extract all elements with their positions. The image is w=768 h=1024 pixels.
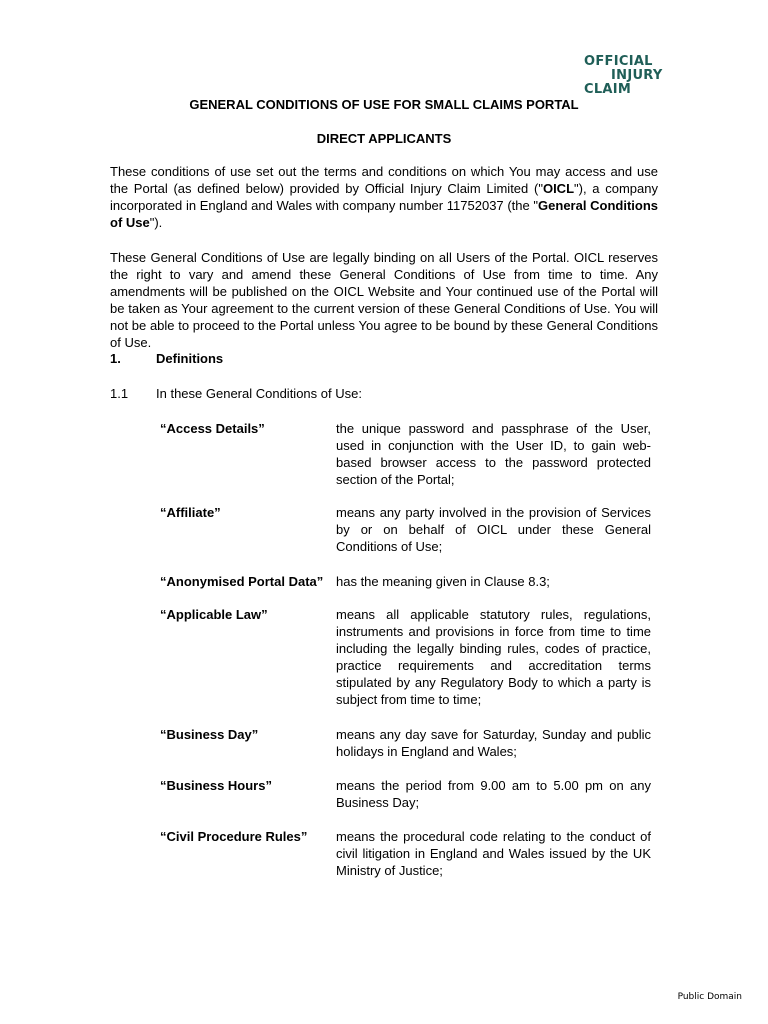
definition-meaning: means the period from 9.00 am to 5.00 pm on any Business Day; bbox=[336, 778, 651, 810]
oicl-logo bbox=[584, 55, 663, 97]
definition-term: “Civil Procedure Rules” bbox=[160, 829, 308, 844]
document-subtitle: DIRECT APPLICANTS bbox=[316, 131, 452, 146]
intro-paragraph bbox=[110, 163, 658, 231]
logo-line-1: OFFICIAL bbox=[584, 54, 653, 69]
intro-part-2: "), a company incorporated in England and Wales with company number 11752037 (the " bbox=[110, 181, 658, 213]
subsection bbox=[110, 386, 362, 401]
definition-meaning: means all applicable statutory rules, regulations, instruments and provisions in force from time to time including the legally binding rules, codes of practice, practice requirements and accreditation terms stipulated by any Regulatory Body to which a party is subject from time to time; bbox=[336, 607, 651, 707]
section-title: Definitions bbox=[156, 351, 224, 366]
logo-line-2: INJURY bbox=[611, 68, 663, 83]
definition-term: “Business Hours” bbox=[160, 778, 272, 793]
intro-part-3: "). bbox=[149, 215, 163, 230]
definition-term: “Access Details” bbox=[160, 421, 265, 436]
definition-term: “Business Day” bbox=[160, 727, 259, 742]
intro-bold-gcu: General Conditions of Use bbox=[110, 198, 658, 230]
definition-meaning: means the procedural code relating to the conduct of civil litigation in England and Wales issued by the UK Ministry of Justice; bbox=[336, 829, 651, 878]
definition-term: “Applicable Law” bbox=[160, 607, 268, 622]
definition-meaning: has the meaning given in Clause 8.3; bbox=[336, 574, 550, 589]
intro-bold-oicl: OICL bbox=[542, 181, 575, 196]
binding-paragraph: These General Conditions of Use are legally binding on all Users of the Portal. OICL reserves the right to vary and amend these General Conditions of Use from time to time. Any amendments will be published on the OICL Website and Your continued use of the Portal will be taken as Your agreement to the current version of these General Conditions of Use. You will not be able to proceed to the Portal unless You agree to be bound by these General Conditions of Use. bbox=[110, 250, 658, 350]
definition-term: “Anonymised Portal Data” bbox=[160, 574, 324, 589]
subsection-number: 1.1 bbox=[110, 386, 129, 401]
document-title: GENERAL CONDITIONS OF USE FOR SMALL CLAIMS PORTAL bbox=[189, 97, 579, 112]
definition-meaning: means any party involved in the provision of Services by or on behalf of OICL under these General Conditions of Use; bbox=[336, 505, 651, 554]
logo-line-3: CLAIM bbox=[584, 82, 632, 97]
definition-meaning: the unique password and passphrase of the User, used in conjunction with the User ID, to gain web-based browser access to the password protected section of the Portal; bbox=[336, 421, 651, 487]
subsection-text: In these General Conditions of Use: bbox=[156, 386, 362, 401]
section-heading bbox=[110, 351, 223, 366]
intro-part-1: These conditions of use set out the terms and conditions on which You may access and use the Portal (as defined below) provided by Official Injury Claim Limited (" bbox=[110, 164, 658, 196]
definition-term: “Affiliate” bbox=[160, 505, 221, 520]
section-number: 1. bbox=[110, 351, 121, 366]
footer-license: Public Domain bbox=[677, 992, 742, 1002]
definition-meaning: means any day save for Saturday, Sunday and public holidays in England and Wales; bbox=[336, 727, 651, 759]
